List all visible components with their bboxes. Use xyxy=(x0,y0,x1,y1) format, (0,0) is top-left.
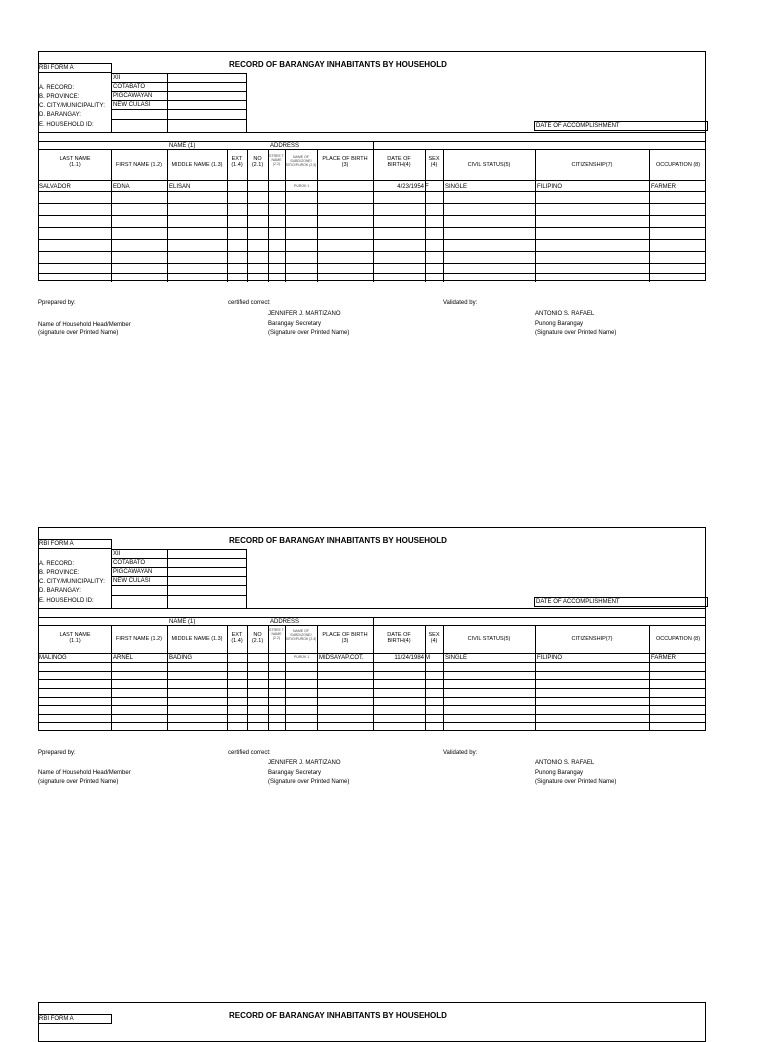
row-middle-name: BADING xyxy=(169,655,193,661)
col-dob: DATE OF xyxy=(387,156,411,162)
city-value: PIGCAWAYAN xyxy=(113,93,153,99)
punong-name: ANTONIO S. RAFAEL xyxy=(535,760,595,766)
row-occupation: FARMER xyxy=(651,184,677,190)
form-code-box xyxy=(38,63,112,73)
row-last-name: SALVADOR xyxy=(39,184,71,190)
barangay-value: NEW CULASI xyxy=(113,578,151,584)
household-head-name: Name of Household Head/Member xyxy=(38,770,131,776)
rbi-form-1: RBI FORM A RECORD OF BARANGAY INHABITANTS BY HOUSEHOLD A. RECORD: B. PROVINCE: C. CITY/MUNICIPALITY: D. BARANGAY: E. HOUSEHOLD ID: XII COTABATO PIGCAWAYAN NEW CULASI DATE OF ACCOMPLISHMENT NAME (1) ADDRESS LAST NAME (1.1) FIRST NAME (1.2) MIDDLE NAME (1.3) EXT (1.4) NO (2.1) STREE T NAME (2.2) NAME OF SUBD/ZONE/ SITIO/PUROK (2.3) PLACE OF BIRTH (3) DATE OF BIRTH(4) SEX (4) CIVIL STATUS(5) CITIZENSHIP(7) OCCUPATION (8) SALVADOR EDNA ELISAN PUROK 1 4/23/1954 F SINGLE FILIPINO FARMER xyxy=(38,51,706,281)
col-citizenship: CITIZENSHIP(7) xyxy=(571,162,613,168)
name-group-header: NAME (1) xyxy=(169,143,196,149)
row-dob: 11/24/1984 xyxy=(394,655,424,661)
label-province: B. PROVINCE: xyxy=(39,94,80,100)
label-city: C. CITY/MUNICIPALITY: xyxy=(39,579,105,585)
row-sex: M xyxy=(425,655,430,661)
col-street: STREE T NAME (2.2) xyxy=(269,154,284,166)
prepared-by-label: Pprepared by: xyxy=(38,750,76,756)
col-first-name: FIRST NAME (1.2) xyxy=(115,162,163,168)
row-middle-name: ELISAN xyxy=(169,184,191,190)
address-group-header: ADDRESS xyxy=(270,143,300,149)
secretary-sig: (Signature over Printed Name) xyxy=(268,779,350,785)
col-middle-name: MIDDLE NAME (1.3) xyxy=(171,636,223,642)
col-ext: EXT xyxy=(231,632,243,638)
form-code: RBI FORM A xyxy=(39,65,74,71)
province-value: COTABATO xyxy=(113,560,146,566)
col-no: NO xyxy=(253,632,262,638)
label-barangay: D. BARANGAY: xyxy=(39,112,81,118)
row-sex: F xyxy=(425,184,429,190)
label-record: A. RECORD: xyxy=(39,85,75,91)
col-place-birth: PLACE OF BIRTH xyxy=(322,632,368,638)
col-civil-status: CIVIL STATUS(5) xyxy=(467,636,511,642)
address-group-header: ADDRESS xyxy=(270,619,300,625)
col-occupation: OCCUPATION (8) xyxy=(655,636,701,642)
name-group-header: NAME (1) xyxy=(169,619,196,625)
col-citizenship: CITIZENSHIP(7) xyxy=(571,636,613,642)
label-province: B. PROVINCE: xyxy=(39,570,80,576)
region-value: XII xyxy=(113,75,121,81)
label-record: A. RECORD: xyxy=(39,561,75,567)
col-last-name: LAST NAME xyxy=(59,156,91,162)
certified-label: certified correct: xyxy=(228,750,271,756)
province-value: COTABATO xyxy=(113,84,146,90)
certified-label: certified correct: xyxy=(228,300,271,306)
col-no: NO xyxy=(253,156,262,162)
validated-label: Validated by: xyxy=(443,750,478,756)
row-subdivision: PUROK 1 xyxy=(294,184,310,188)
row-first-name: ARNEL xyxy=(113,655,134,661)
prepared-by-label: Pprepared by: xyxy=(38,300,76,306)
form-code: RBI FORM A xyxy=(39,1016,74,1022)
row-civil-status: SINGLE xyxy=(445,655,468,661)
secretary-name: JENNIFER J. MARTIZANO xyxy=(268,760,341,766)
col-middle-name: MIDDLE NAME (1.3) xyxy=(171,162,223,168)
row-citizenship: FILIPINO xyxy=(537,184,563,190)
col-street: STREE T NAME (2.2) xyxy=(269,628,284,640)
row-civil-status: SINGLE xyxy=(445,184,468,190)
row-place-birth: MIDSAYAP.COT. xyxy=(319,655,364,661)
punong-title: Punong Barangay xyxy=(535,321,584,327)
row-first-name: EDNA xyxy=(113,184,130,190)
rbi-form-3 xyxy=(38,1002,706,1042)
row-dob: 4/23/1954 xyxy=(397,184,424,190)
city-value: PIGCAWAYAN xyxy=(113,569,153,575)
label-household-id: E. HOUSEHOLD ID: xyxy=(39,598,94,604)
barangay-value: NEW CULASI xyxy=(113,102,151,108)
row-citizenship: FILIPINO xyxy=(537,655,563,661)
punong-name: ANTONIO S. RAFAEL xyxy=(535,311,595,317)
form-title: RECORD OF BARANGAY INHABITANTS BY HOUSEHOLD xyxy=(229,536,447,545)
col-sex: SEX xyxy=(428,632,440,638)
date-accomplishment-label: DATE OF ACCOMPLISHMENT xyxy=(536,599,620,605)
row-last-name: MALINOG xyxy=(39,655,67,661)
punong-sig: (Signature over Printed Name) xyxy=(535,330,617,336)
region-value: XII xyxy=(113,551,121,557)
col-first-name: FIRST NAME (1.2) xyxy=(115,636,163,642)
household-head-name: Name of Household Head/Member xyxy=(38,322,131,328)
secretary-sig: (Signature over Printed Name) xyxy=(268,330,350,336)
row-subdivision: PUROK 1 xyxy=(294,655,310,659)
punong-title: Punong Barangay xyxy=(535,770,584,776)
col-sex: SEX xyxy=(428,156,440,162)
rbi-form-2: RBI FORM A RECORD OF BARANGAY INHABITANTS BY HOUSEHOLD A. RECORD: B. PROVINCE: C. CITY/MUNICIPALITY: D. BARANGAY: E. HOUSEHOLD ID: XII COTABATO PIGCAWAYAN NEW CULASI DATE OF ACCOMPLISHMENT NAME (1) ADDRESS LAST NAME (1.1) FIRST NAME (1.2) MIDDLE NAME (1.3) EXT (1.4) NO (2.1) STREE T NAME (2.2) NAME OF SUBD/ZONE/ SITIO/PUROK (2.3) PLACE OF BIRTH (3) DATE OF BIRTH(4) SEX (4) CIVIL STATUS(5) CITIZENSHIP(7) OCCUPATION (8) MALINOG ARNEL BADING PUROK 1 MIDSAYAP.COT. 11/24/1984 M SINGLE FILIPINO FARMER xyxy=(38,527,706,731)
col-subdivision: NAME OF SUBD/ZONE/ SITIO/PUROK (2.3) xyxy=(285,155,317,167)
row-occupation: FARMER xyxy=(651,655,677,661)
label-household-id: E. HOUSEHOLD ID: xyxy=(39,122,94,128)
form-code-box xyxy=(38,1014,112,1024)
secretary-title: Barangay Secretary xyxy=(268,770,322,776)
col-ext: EXT xyxy=(231,156,243,162)
punong-sig: (Signature over Printed Name) xyxy=(535,779,617,785)
secretary-name: JENNIFER J. MARTIZANO xyxy=(268,311,341,317)
label-city: C. CITY/MUNICIPALITY: xyxy=(39,103,105,109)
form-title: RECORD OF BARANGAY INHABITANTS BY HOUSEHOLD xyxy=(229,1011,447,1020)
col-civil-status: CIVIL STATUS(5) xyxy=(467,162,511,168)
household-head-sig: (signature over Printed Name) xyxy=(38,330,119,336)
col-occupation: OCCUPATION (8) xyxy=(655,162,701,168)
label-barangay: D. BARANGAY: xyxy=(39,588,81,594)
secretary-title: Barangay Secretary xyxy=(268,321,322,327)
form-code: RBI FORM A xyxy=(39,541,74,547)
col-last-name: LAST NAME xyxy=(59,632,91,638)
validated-label: Validated by: xyxy=(443,300,478,306)
date-accomplishment-label: DATE OF ACCOMPLISHMENT xyxy=(536,123,620,129)
form-code-box xyxy=(38,539,112,549)
col-subdivision: NAME OF SUBD/ZONE/ SITIO/PUROK (2.3) xyxy=(285,629,317,641)
col-place-birth: PLACE OF BIRTH xyxy=(322,156,368,162)
form-title: RECORD OF BARANGAY INHABITANTS BY HOUSEHOLD xyxy=(229,60,447,69)
col-dob: DATE OF xyxy=(387,632,411,638)
household-head-sig: (signature over Printed Name) xyxy=(38,779,119,785)
